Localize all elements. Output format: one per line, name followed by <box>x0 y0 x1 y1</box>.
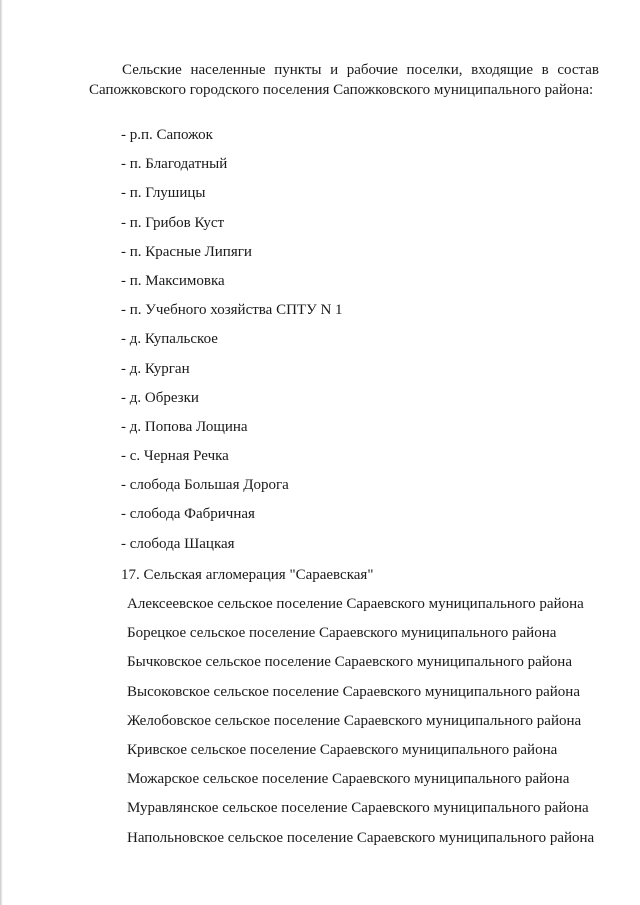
list-item: - п. Глушицы <box>121 185 206 202</box>
intro-paragraph: Сельские населенные пункты и рабочие поселки, входящие в состав Сапожковского городского поселения Сапожковского муниципального района: <box>89 62 599 98</box>
list-item: - п. Красные Липяги <box>121 243 252 260</box>
list-item: - д. Курган <box>121 360 190 377</box>
settlement-list <box>127 595 594 858</box>
list-item: - п. Максимовка <box>121 272 225 289</box>
list-item: Высоковское сельское поселение Сараевского муниципального района <box>127 683 580 700</box>
list-item: Муравлянское сельское поселение Сараевского муниципального района <box>127 800 589 817</box>
list-item: - слобода Большая Дорога <box>121 477 289 494</box>
list-item: - р.п. Сапожок <box>121 127 213 143</box>
list-item: - п. Учебного хозяйства СПТУ N 1 <box>121 302 343 319</box>
locality-list <box>121 126 343 564</box>
list-item: Борецкое сельское поселение Сараевского муниципального района <box>127 625 557 642</box>
list-item: - д. Обрезки <box>121 389 199 406</box>
list-item: Желобовское сельское поселение Сараевского муниципального района <box>127 712 582 729</box>
list-item: - слобода Фабричная <box>121 506 255 523</box>
section-heading: 17. Сельская агломерация "Сараевская" <box>121 567 374 583</box>
list-item: Алексеевское сельское поселение Сараевского муниципального района <box>127 596 584 612</box>
scan-edge-shadow <box>0 0 3 905</box>
list-item: Кривское сельское поселение Сараевского муниципального района <box>127 741 558 758</box>
list-item: Напольновское сельское поселение Сараевского муниципального района <box>127 829 595 846</box>
list-item: Бычковское сельское поселение Сараевского муниципального района <box>127 654 572 671</box>
list-item: - слобода Шацкая <box>121 535 235 552</box>
list-item: - с. Черная Речка <box>121 448 229 465</box>
list-item: - д. Купальское <box>121 331 218 348</box>
list-item: - п. Благодатный <box>121 156 228 173</box>
list-item: - д. Попова Лощина <box>121 418 248 435</box>
list-item: Можарское сельское поселение Сараевского муниципального района <box>127 771 570 788</box>
list-item: - п. Грибов Куст <box>121 214 225 231</box>
